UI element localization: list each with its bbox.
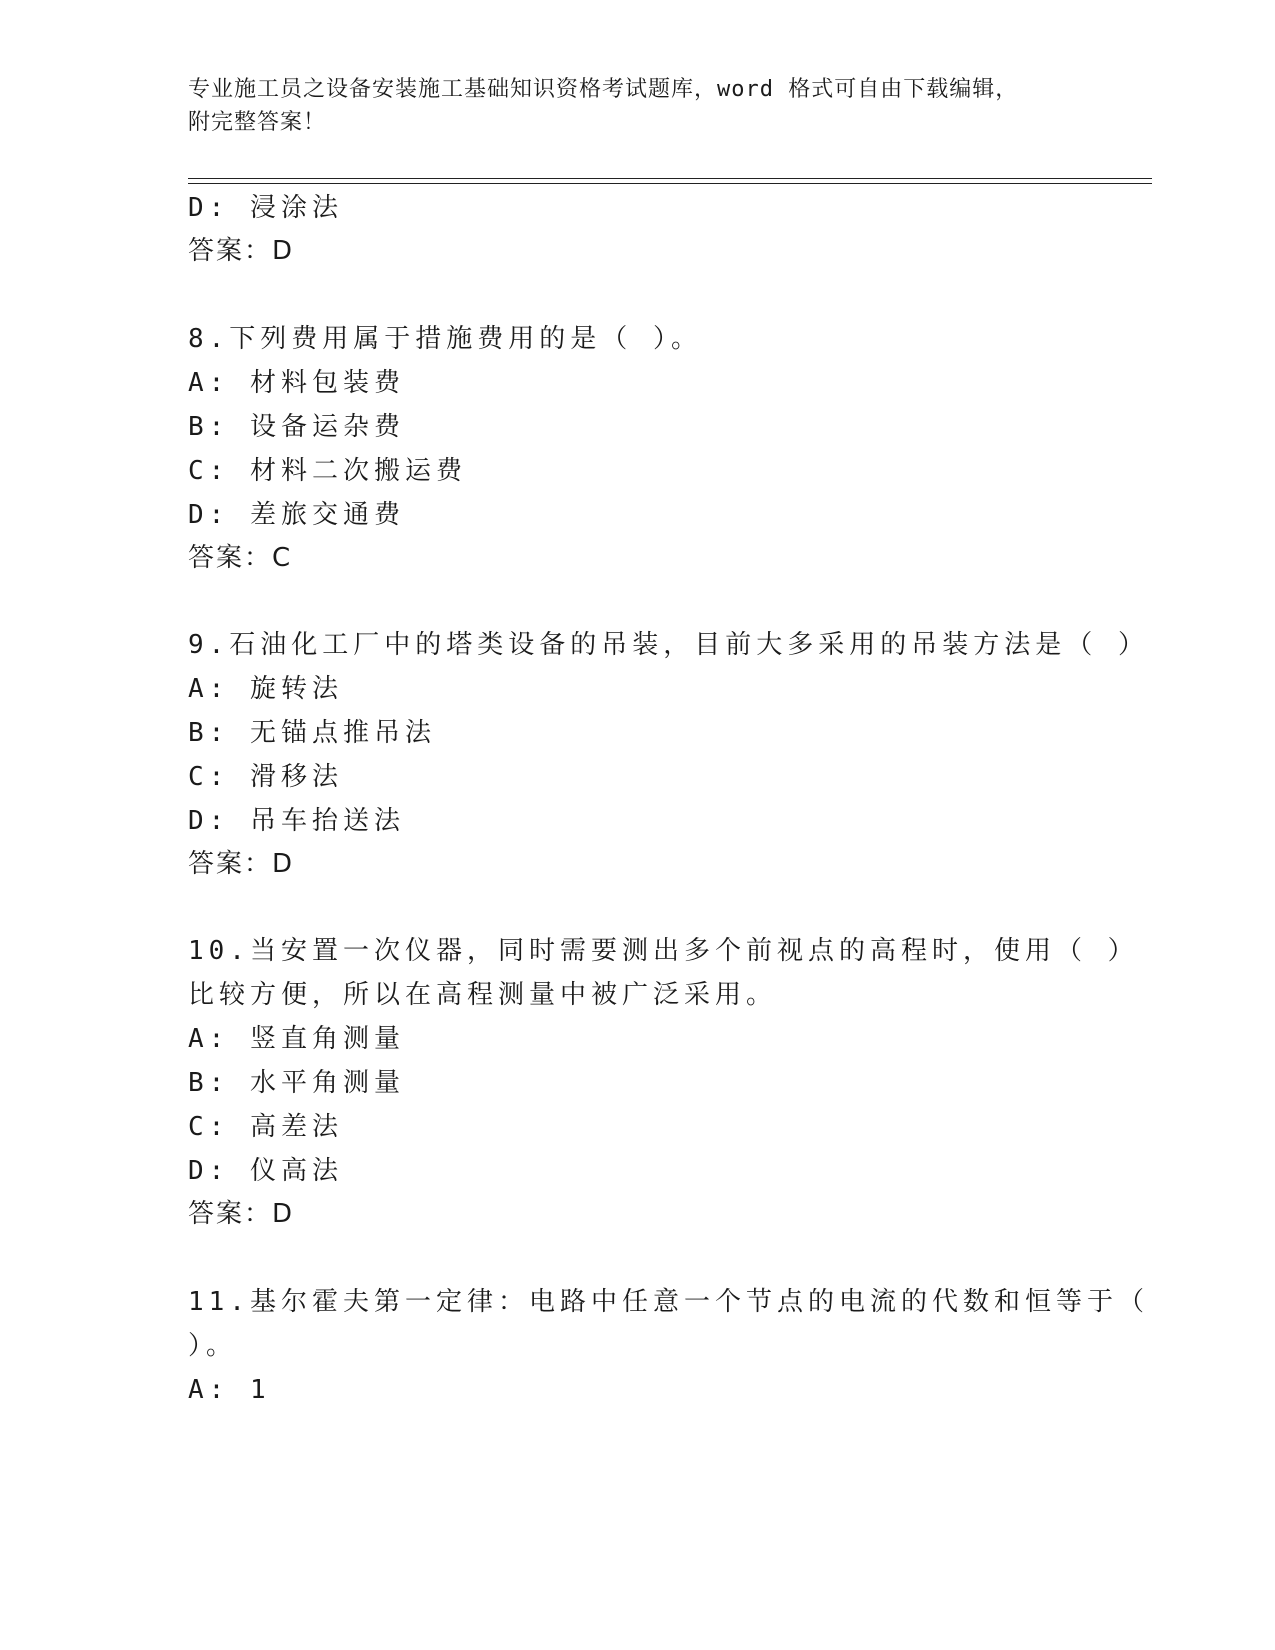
q9-stem: 9.石油化工厂中的塔类设备的吊装，目前大多采用的吊装方法是（ ）: [188, 630, 1149, 660]
q10-option-d: D: 仪高法: [188, 1156, 343, 1186]
q10-option-b: B: 水平角测量: [188, 1068, 405, 1098]
header-divider-top: [188, 178, 1152, 179]
q8-answer: 答案：C: [188, 543, 293, 573]
q9-answer: 答案：D: [188, 849, 295, 879]
q11-stem-line-1: 11.基尔霍夫第一定律：电路中任意一个节点的电流的代数和恒等于（: [188, 1287, 1149, 1317]
header-line-2: 附完整答案！: [188, 110, 327, 135]
q10-stem-line-2: 比较方便，所以在高程测量中被广泛采用。: [188, 980, 778, 1010]
header-divider-bottom: [188, 183, 1152, 184]
q10-option-a: A: 竖直角测量: [188, 1024, 405, 1054]
q8-option-d: D: 差旅交通费: [188, 500, 405, 530]
q9-option-a: A: 旋转法: [188, 674, 343, 704]
q8-option-c: C: 材料二次搬运费: [188, 456, 467, 486]
q10-stem-line-1: 10.当安置一次仪器，同时需要测出多个前视点的高程时，使用（ ）: [188, 936, 1139, 966]
prev-answer: 答案：D: [188, 236, 295, 266]
q9-option-d: D: 吊车抬送法: [188, 806, 405, 836]
prev-option-d: D: 浸涂法: [188, 193, 343, 223]
header-line-1: 专业施工员之设备安装施工基础知识资格考试题库，word 格式可自由下载编辑，: [188, 77, 1019, 102]
q9-option-b: B: 无锚点推吊法: [188, 718, 436, 748]
q8-option-b: B: 设备运杂费: [188, 412, 405, 442]
q8-option-a: A: 材料包装费: [188, 368, 405, 398]
q10-option-c: C: 高差法: [188, 1112, 343, 1142]
document-header: [188, 73, 1068, 139]
q8-stem: 8.下列费用属于措施费用的是（ ）。: [188, 324, 702, 354]
q10-answer: 答案：D: [188, 1199, 295, 1229]
q11-stem-line-2: ）。: [188, 1331, 238, 1361]
q11-option-a: A: 1: [188, 1375, 271, 1405]
q9-option-c: C: 滑移法: [188, 762, 343, 792]
